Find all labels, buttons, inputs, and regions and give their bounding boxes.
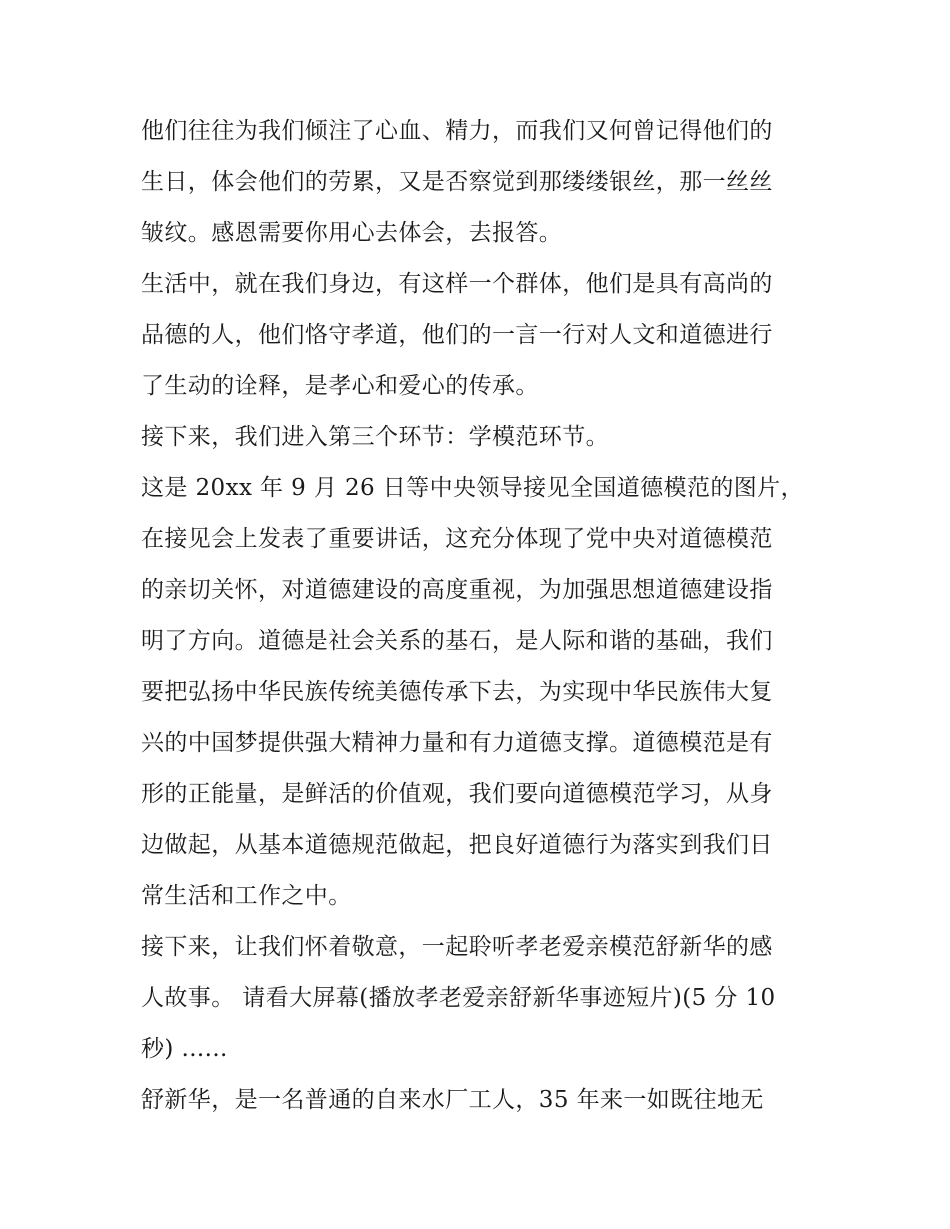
text-line: 的亲切关怀，对道德建设的高度重视，为加强思想道德建设指 bbox=[141, 577, 773, 603]
text-line: 接下来，让我们怀着敬意，一起聆听孝老爱亲模范舒新华的感 bbox=[141, 934, 773, 960]
text-line: 秒) ...... bbox=[141, 1036, 228, 1062]
text-line: 生日，体会他们的劳累，又是否察觉到那缕缕银丝，那一丝丝 bbox=[141, 169, 773, 195]
text-line: 形的正能量，是鲜活的价值观，我们要向道德模范学习，从身 bbox=[141, 781, 773, 807]
text-line: 人故事。 请看大屏幕(播放孝老爱亲舒新华事迹短片)(5 分 10 bbox=[141, 985, 776, 1011]
text-line: 舒新华，是一名普通的自来水厂工人，35 年来一如既往地无 bbox=[141, 1087, 764, 1113]
text-line: 品德的人，他们恪守孝道，他们的一言一行对人文和道德进行 bbox=[141, 322, 773, 348]
text-line: 皱纹。感恩需要你用心去体会，去报答。 bbox=[141, 220, 563, 246]
text-column bbox=[141, 106, 821, 1126]
text-line: 生活中，就在我们身边，有这样一个群体，他们是具有高尚的 bbox=[141, 271, 773, 297]
text-line: 接下来，我们进入第三个环节：学模范环节。 bbox=[141, 424, 609, 450]
text-line: 了生动的诠释，是孝心和爱心的传承。 bbox=[141, 373, 539, 399]
text-line: 他们往往为我们倾注了心血、精力，而我们又何曾记得他们的 bbox=[141, 118, 773, 144]
text-line: 这是 20xx 年 9 月 26 日等中央领导接见全国道德模范的图片， bbox=[141, 475, 804, 501]
text-line: 明了方向。道德是社会关系的基石，是人际和谐的基础，我们 bbox=[141, 628, 773, 654]
text-line: 边做起，从基本道德规范做起，把良好道德行为落实到我们日 bbox=[141, 832, 773, 858]
text-line: 常生活和工作之中。 bbox=[141, 883, 352, 909]
text-line: 兴的中国梦提供强大精神力量和有力道德支撑。道德模范是有 bbox=[141, 730, 773, 756]
text-line: 要把弘扬中华民族传统美德传承下去，为实现中华民族伟大复 bbox=[141, 679, 773, 705]
text-line: 在接见会上发表了重要讲话，这充分体现了党中央对道德模范 bbox=[141, 526, 773, 552]
